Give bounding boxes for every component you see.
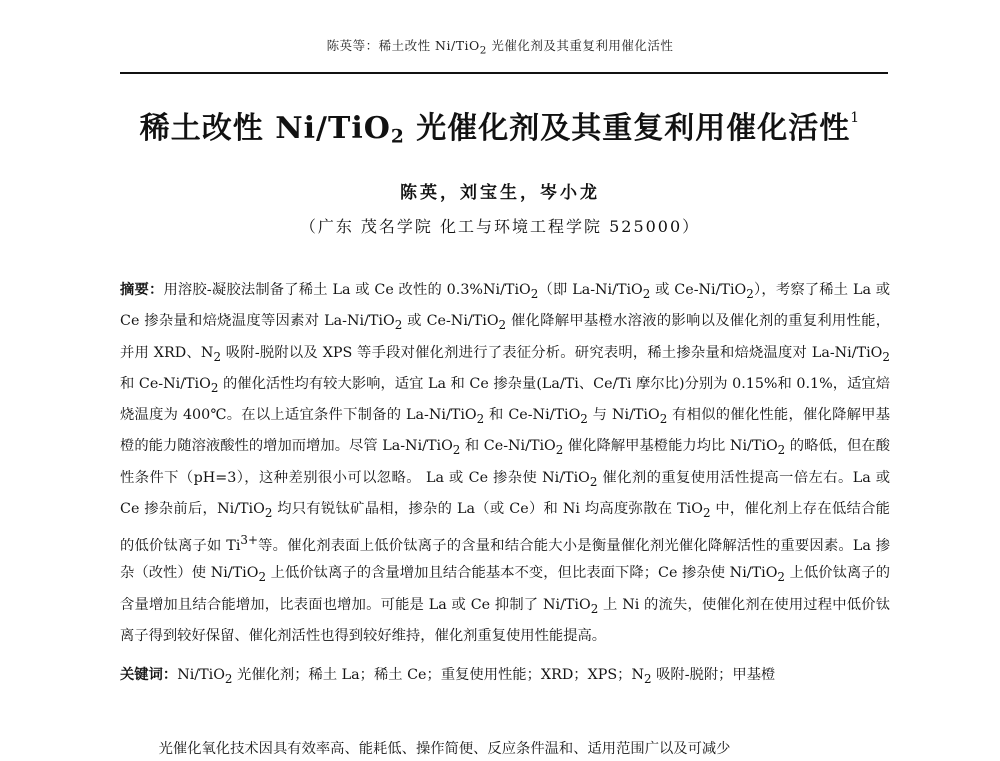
author-list: 陈英，刘宝生，岑小龙 — [400, 183, 600, 203]
abstract — [120, 277, 890, 650]
running-head: 陈英等：稀土改性 Ni/TiO$_2$ 光催化剂及其重复利用催化活性 — [326, 38, 674, 57]
body-paragraph: 光催化氧化技术因具有效率高、能耗低、操作简便、反应条件温和、适用范围广以及可减少 — [158, 741, 731, 757]
abstract-text: 用溶胶-凝胶法制备了稀土 La 或 Ce 改性的 0.3%Ni/TiO$_2$（即 La-Ni/TiO$_2$ 或 Ce-Ni/TiO$_2$），考察了稀土 La 或 Ce 掺杂量和焙烧温度等因素对 La-Ni/TiO$_2$ 或 Ce-Ni/TiO$_2$ 催化降解甲基橙水溶液的影响以及催化剂的重复利用性能，并用 XRD、$N_2$ 吸附-脱附以及 XPS 等手段对催化剂进行了表征分析。研究表明，稀土掺杂量和焙烧温度对 La-Ni/TiO$_2$ 和 Ce-Ni/TiO$_2$ 的催化活性均有较大影响，适宜 La 和 Ce 掺杂量(La/Ti、Ce/Ti 摩尔比)分别为 0.15%和 0.1%，适宜焙烧温度为 400℃。在以上适宜条件下制备的 La-Ni/TiO$_2$ 和 Ce-Ni/TiO$_2$ 与 Ni/TiO$_2$ 有相似的催化性能，催化降解甲基橙的能力随溶液酸性的增加而增加。尽管 La-Ni/TiO$_2$ 和 Ce-Ni/TiO$_2$ 催化降解甲基橙能力均比 Ni/TiO$_2$ 的略低，但在酸性条件下（pH=3），这种差别很小可以忽略。 La 或 Ce 掺杂使 Ni/TiO$_2$ 催化剂的重复使用活性提高一倍左右。La 或 Ce 掺杂前后，Ni/TiO$_2$ 均只有锐钛矿晶相，掺杂的 La（或 Ce）和 Ni 均高度弥散在 TiO$_2$ 中，催化剂上存在低结合能的低价钛离子如 $Ti^{3+}$等。催化剂表面上低价钛离子的含量和结合能大小是衡量催化剂光催化降解活性的重要因素。La 掺杂（改性）使 Ni/TiO$_2$ 上低价钛离子的含量增加且结合能基本不变，但比表面下降；Ce 掺杂使 Ni/TiO$_2$ 上低价钛离子的含量增加且结合能增加，比表面也增加。可能是 La 或 Ce 抑制了 Ni/TiO$_2$ 上 Ni 的流失，使催化剂在使用过程中低价钛离子得到较好保留、催化剂活性也得到较好维持，催化剂重复使用性能提高。 — [120, 282, 891, 644]
paper-title: 稀土改性 Ni/TiO$_2$ 光催化剂及其重复利用催化活性$^1$ — [139, 110, 861, 148]
abstract-label: 摘要： — [120, 282, 164, 298]
keywords — [120, 662, 890, 693]
affiliation: （广东 茂名学院 化工与环境工程学院 525000） — [299, 217, 701, 236]
keywords-text: Ni/TiO$_2$ 光催化剂；稀土 La；稀土 Ce；重复使用性能；XRD；XPS；$N_2$ 吸附-脱附；甲基橙 — [177, 667, 776, 686]
header-rule — [120, 72, 888, 74]
keywords-label: 关键词： — [120, 667, 178, 683]
